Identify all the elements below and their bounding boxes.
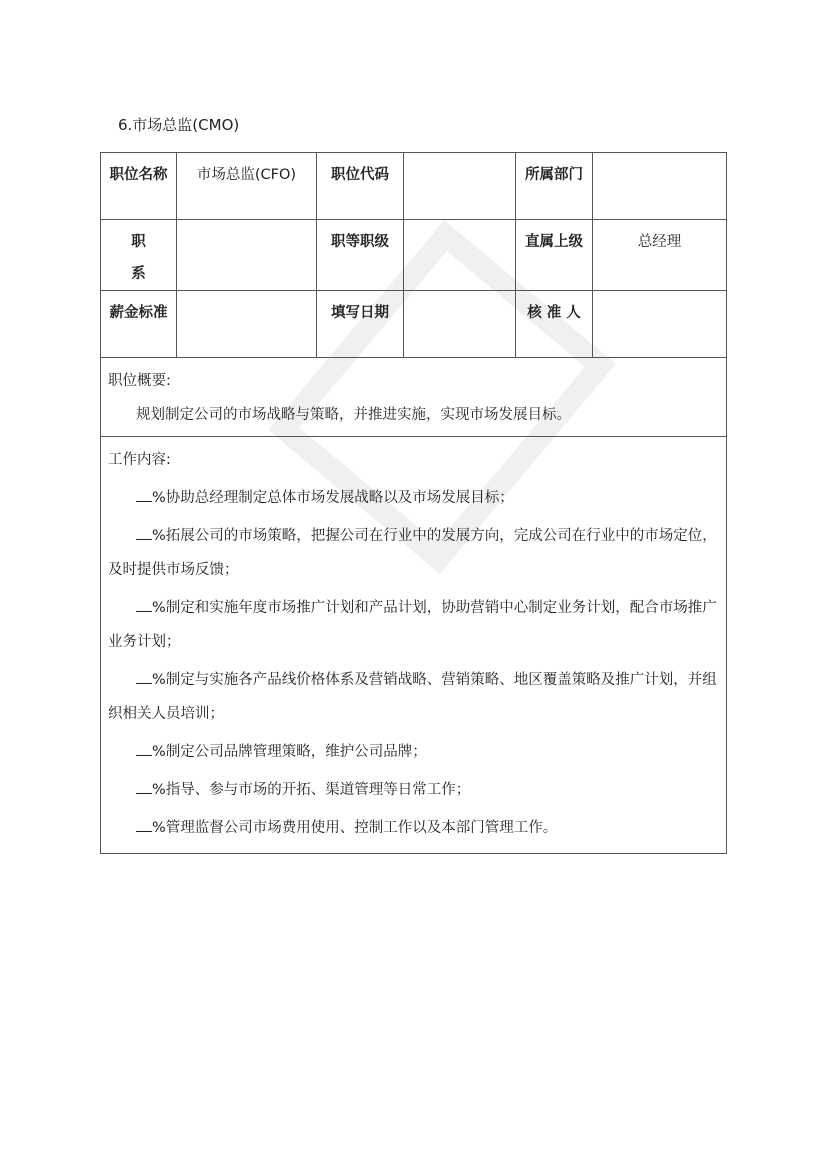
- value-job-family: [177, 220, 317, 291]
- label-position-name: 职位名称: [101, 153, 177, 220]
- section-title: 6.市场总监(CMO): [118, 116, 240, 134]
- item-text: %拓展公司的市场策略，把握公司在行业中的发展方向，完成公司在行业中的市场定位，及时提供市场反馈；: [108, 528, 717, 578]
- value-department: [593, 153, 727, 220]
- value-fill-date: [404, 291, 516, 358]
- value-grade: [404, 220, 516, 291]
- label-approver: 核 准 人: [516, 291, 593, 358]
- label-department: 所属部门: [516, 153, 593, 220]
- label-fill-date: 填写日期: [317, 291, 404, 358]
- item-text: %制定和实施年度市场推广计划和产品计划，协助营销中心制定业务计划，配合市场推广业务计划；: [108, 600, 717, 650]
- list-item: [108, 481, 719, 515]
- job-description-table: [100, 152, 727, 854]
- list-item: [108, 811, 719, 845]
- value-salary: [177, 291, 317, 358]
- value-approver: [593, 291, 727, 358]
- list-item: [108, 663, 719, 731]
- value-supervisor: 总经理: [593, 220, 727, 291]
- summary-heading: 职位概要:: [108, 373, 171, 389]
- list-item: [108, 519, 719, 587]
- label-supervisor: 直属上级: [516, 220, 593, 291]
- item-text: %制定公司品牌管理策略，维护公司品牌；: [152, 744, 427, 760]
- value-position-code: [404, 153, 516, 220]
- list-item: [108, 591, 719, 659]
- list-item: [108, 773, 719, 807]
- item-text: %指导、参与市场的开拓、渠道管理等日常工作；: [152, 782, 471, 798]
- summary-text: 规划制定公司的市场战略与策略，并推进实施，实现市场发展目标。: [136, 407, 571, 423]
- label-job-family: 职 系: [101, 220, 177, 291]
- item-text: %制定与实施各产品线价格体系及营销战略、营销策略、地区覆盖策略及推广计划，并组织相关人员培训；: [108, 672, 717, 722]
- list-item: [108, 735, 719, 769]
- label-salary: 薪金标准: [101, 291, 177, 358]
- value-position-name: 市场总监(CFO): [177, 153, 317, 220]
- item-text: %管理监督公司市场费用使用、控制工作以及本部门管理工作。: [152, 820, 558, 836]
- work-section: [101, 437, 727, 854]
- table-row: [101, 291, 727, 358]
- item-text: %协助总经理制定总体市场发展战略以及市场发展目标；: [152, 490, 514, 506]
- summary-section: [101, 358, 727, 437]
- label-position-code: 职位代码: [317, 153, 404, 220]
- label-grade: 职等职级: [317, 220, 404, 291]
- work-heading: 工作内容:: [108, 452, 171, 468]
- table-row: [101, 220, 727, 291]
- table-row: [101, 153, 727, 220]
